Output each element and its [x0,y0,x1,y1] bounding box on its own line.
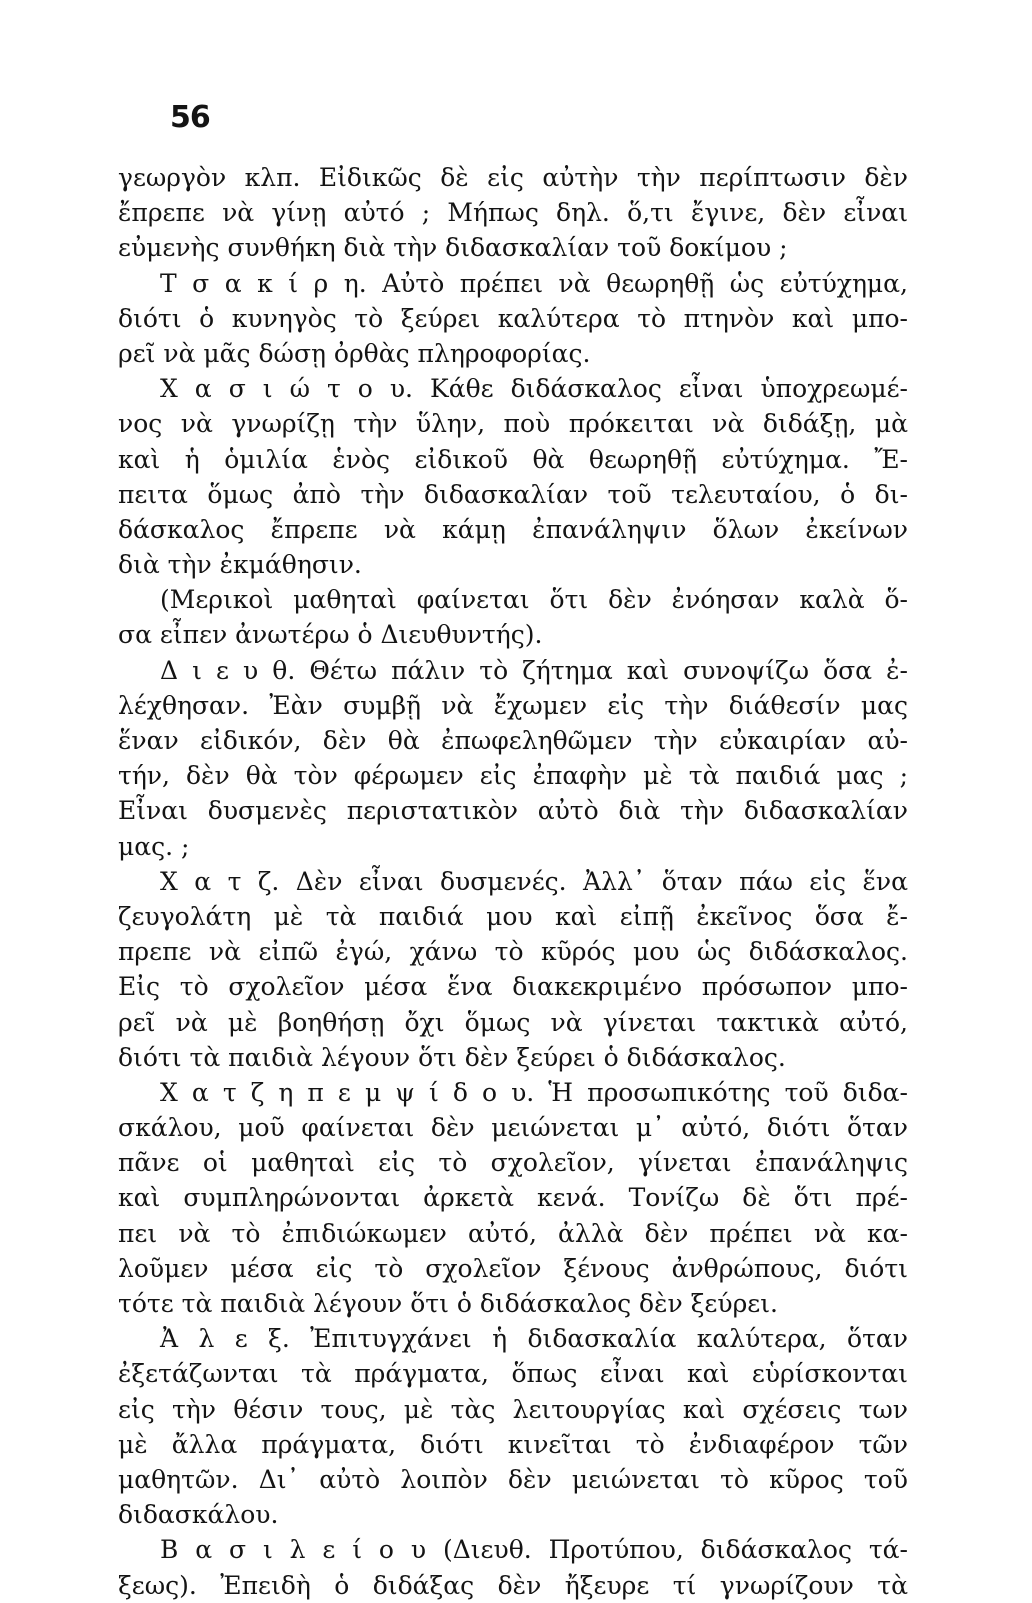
text-line: πειτα ὅμως ἀπὸ τὴν διδασκαλίαν τοῦ τελευταίου, ὁ δι- [118,479,908,509]
text-line: μὲ ἄλλα πράγματα, διότι κινεῖται τὸ ἐνδιαφέρον τῶν [118,1429,908,1459]
text-line: σα εἶπεν ἀνωτέρω ὁ Διευθυντής). [118,620,543,650]
text-line: καὶ ἡ ὁμιλία ἑνὸς εἰδικοῦ θὰ θεωρηθῇ εὐτύχημα. Ἔ- [118,444,908,474]
text-line: διότι τὰ παιδιὰ λέγουν ὅτι δὲν ξεύρει ὁ διδάσκαλος. [118,1042,786,1072]
text-line: Β α σ ι λ ε ί ο υ (Διευθ. Προτύπου, διδάσκαλος τά- [160,1535,908,1565]
text-line: Εἰς τὸ σχολεῖον μέσα ἕνα διακεκριμένο πρόσωπον μπο- [118,972,908,1002]
text-line: καὶ συμπληρώνονται ἀρκετὰ κενά. Τονίζω δὲ ὅτι πρέ- [118,1183,908,1213]
text-line: διότι ὁ κυνηγὸς τὸ ξεύρει καλύτερα τὸ πτηνὸν καὶ μπο- [118,303,908,333]
text-line: Χ α τ ζ. Δὲν εἶναι δυσμενές. Ἀλλ᾽ ὅταν πάω εἰς ἕνα [160,866,908,896]
text-line: γεωργὸν κλπ. Εἰδικῶς δὲ εἰς αὐτὴν τὴν περίπτωσιν δὲν [118,163,908,192]
text-line: σκάλου, μοῦ φαίνεται δὲν μειώνεται μ᾽ αὐτό, διότι ὅταν [118,1113,908,1143]
text-line: Δ ι ε υ θ. Θέτω πάλιν τὸ ζήτημα καὶ συνοψίζω ὅσα ἐ- [160,655,908,685]
text-line: Εἶναι δυσμενὲς περιστατικὸν αὐτὸ διὰ τὴν διδασκαλίαν [118,796,908,826]
text-line: Χ α τ ζ η π ε μ ψ ί δ ο υ. Ἡ προσωπικότης τοῦ διδα- [160,1077,908,1107]
text-line: διὰ τὴν ἐκμάθησιν. [118,550,362,580]
text-line: μας. ; [118,831,190,861]
text-line: λοῦμεν μέσα εἰς τὸ σχολεῖον ξένους ἀνθρώπους, διότι [118,1253,908,1283]
text-line: ἐξετάζωνται τὰ πράγματα, ὅπως εἶναι καὶ εὑρίσκονται [118,1359,908,1389]
text-line: πᾶνε οἱ μαθηταὶ εἰς τὸ σχολεῖον, γίνεται ἐπανάληψις [118,1148,908,1178]
text-line: δάσκαλος ἔπρεπε νὰ κάμῃ ἐπανάληψιν ὅλων ἐκείνων [118,514,908,544]
page-number: 56 [170,100,210,135]
text-line: εἰς τὴν θέσιν τους, μὲ τὰς λειτουργίας καὶ σχέσεις των [118,1394,908,1424]
text-line: ρεῖ νὰ μᾶς δώσῃ ὀρθὰς πληροφορίας. [118,338,591,368]
text-line: ζευγολάτη μὲ τὰ παιδιά μου καὶ εἰπῇ ἐκεῖνος ὅσα ἔ- [118,901,908,931]
text-line: ρεῖ νὰ μὲ βοηθήσῃ ὄχι ὅμως νὰ γίνεται τακτικὰ αὐτό, [118,1007,908,1037]
text-line: ξεως). Ἐπειδὴ ὁ διδάξας δὲν ἤξευρε τί γνωρίζουν τὰ [118,1570,908,1600]
text-line: πρεπε νὰ εἰπῶ ἐγώ, χάνω τὸ κῦρός μου ὡς διδάσκαλος. [118,937,908,967]
text-body [118,160,908,1603]
text-line: τότε τὰ παιδιὰ λέγουν ὅτι ὁ διδάσκαλος δὲν ξεύρει. [118,1289,778,1318]
text-line: διδασκάλου. [118,1500,279,1530]
text-line: λέχθησαν. Ἐὰν συμβῇ νὰ ἔχωμεν εἰς τὴν διάθεσίν μας [118,690,908,720]
text-line: ἔπρεπε νὰ γίνῃ αὐτό ; Μήπως δηλ. ὅ,τι ἔγινε, δὲν εἶναι [118,198,908,228]
text-line: πει νὰ τὸ ἐπιδιώκωμεν αὐτό, ἀλλὰ δὲν πρέπει νὰ κα- [118,1218,908,1248]
text-line: μαθητῶν. Δι᾽ αὐτὸ λοιπὸν δὲν μειώνεται τὸ κῦρος τοῦ [118,1464,908,1494]
text-line: Ἀ λ ε ξ. Ἐπιτυγχάνει ἡ διδασκαλία καλύτερα, ὅταν [160,1324,908,1354]
text-line: εὐμενὴς συνθήκη διὰ τὴν διδασκαλίαν τοῦ δοκίμου ; [118,233,788,263]
text-line: ἕναν εἰδικόν, δὲν θὰ ἐπωφεληθῶμεν τὴν εὐκαιρίαν αὐ- [118,726,908,755]
text-line: (Μερικοὶ μαθηταὶ φαίνεται ὅτι δὲν ἐνόησαν καλὰ ὅ- [160,585,908,615]
text-line: τήν, δὲν θὰ τὸν φέρωμεν εἰς ἐπαφὴν μὲ τὰ παιδιά μας ; [118,761,908,791]
text-line: Τ σ α κ ί ρ η. Αὐτὸ πρέπει νὰ θεωρηθῇ ὡς εὐτύχημα, [160,268,908,298]
text-line: Χ α σ ι ώ τ ο υ. Κάθε διδάσκαλος εἶναι ὑποχρεωμέ- [160,374,908,404]
text-line: νος νὰ γνωρίζῃ τὴν ὕλην, ποὺ πρόκειται νὰ διδάξῃ, μὰ [118,409,908,439]
